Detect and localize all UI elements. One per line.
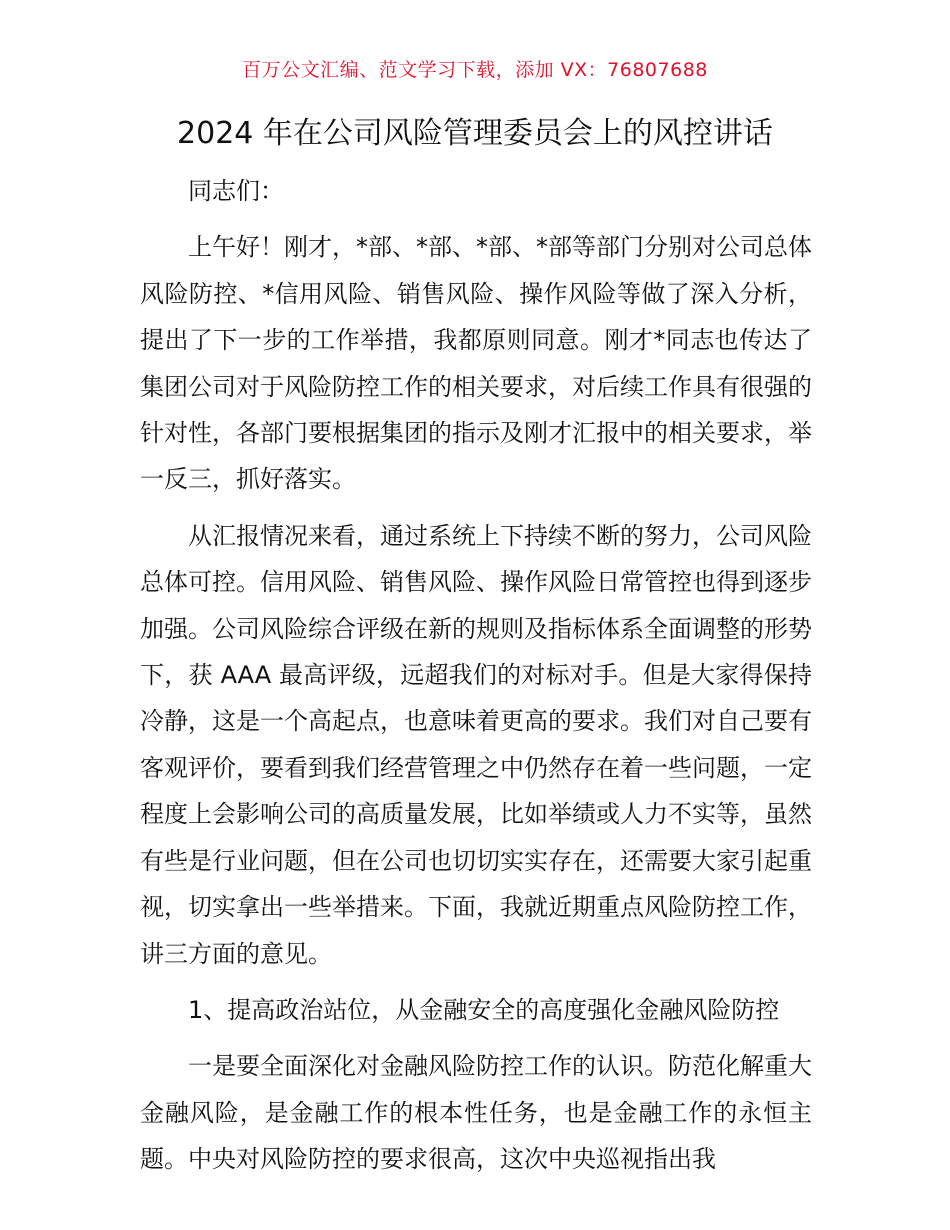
salutation: 同志们： [188,177,284,205]
promo-banner: 百万公文汇编、范文学习下载，添加 VX：76807688 [242,59,708,81]
paragraph: 一是要全面深化对金融风险防控工作的认识。防范化解重大金融风险，是金融工作的根本性任务，也是金融工作的永恒主题。中央对风险防控的要求很高，这次中央巡视指出我 [140,1052,812,1174]
document-body [140,168,812,1193]
paragraph: 从汇报情况来看，通过系统上下持续不断的努力，公司风险总体可控。信用风险、销售风险、操作风险日常管控也得到逐步加强。公司风险综合评级在新的规则及指标体系全面调整的形势下，获 AAA 最高评级，远超我们的对标对手。但是大家得保持冷静，这是一个高起点，也意味着更高的要求。我们对自己要有客观评价，要看到我们经营管理之中仍然存在着一些问题，一定程度上会影响公司的高质量发展，比如举绩或人力不实等，虽然有些是行业问题，但在公司也切切实实存在，还需要大家引起重视，切实拿出一些举措来。下面，我就近期重点风险防控工作，讲三方面的意见。 [140,521,812,968]
document-title: 2024 年在公司风险管理委员会上的风控讲话 [177,116,773,151]
section-heading: 1、提高政治站位，从金融安全的高度强化金融风险防控 [188,995,780,1024]
paragraph: 上午好！刚才，*部、*部、*部、*部等部门分别对公司总体风险防控、*信用风险、销售风险、操作风险等做了深入分析，提出了下一步的工作举措，我都原则同意。刚才*同志也传达了集团公司对于风险防控工作的相关要求，对后续工作具有很强的针对性，各部门要根据集团的指示及刚才汇报中的相关要求，举一反三，抓好落实。 [140,233,812,494]
